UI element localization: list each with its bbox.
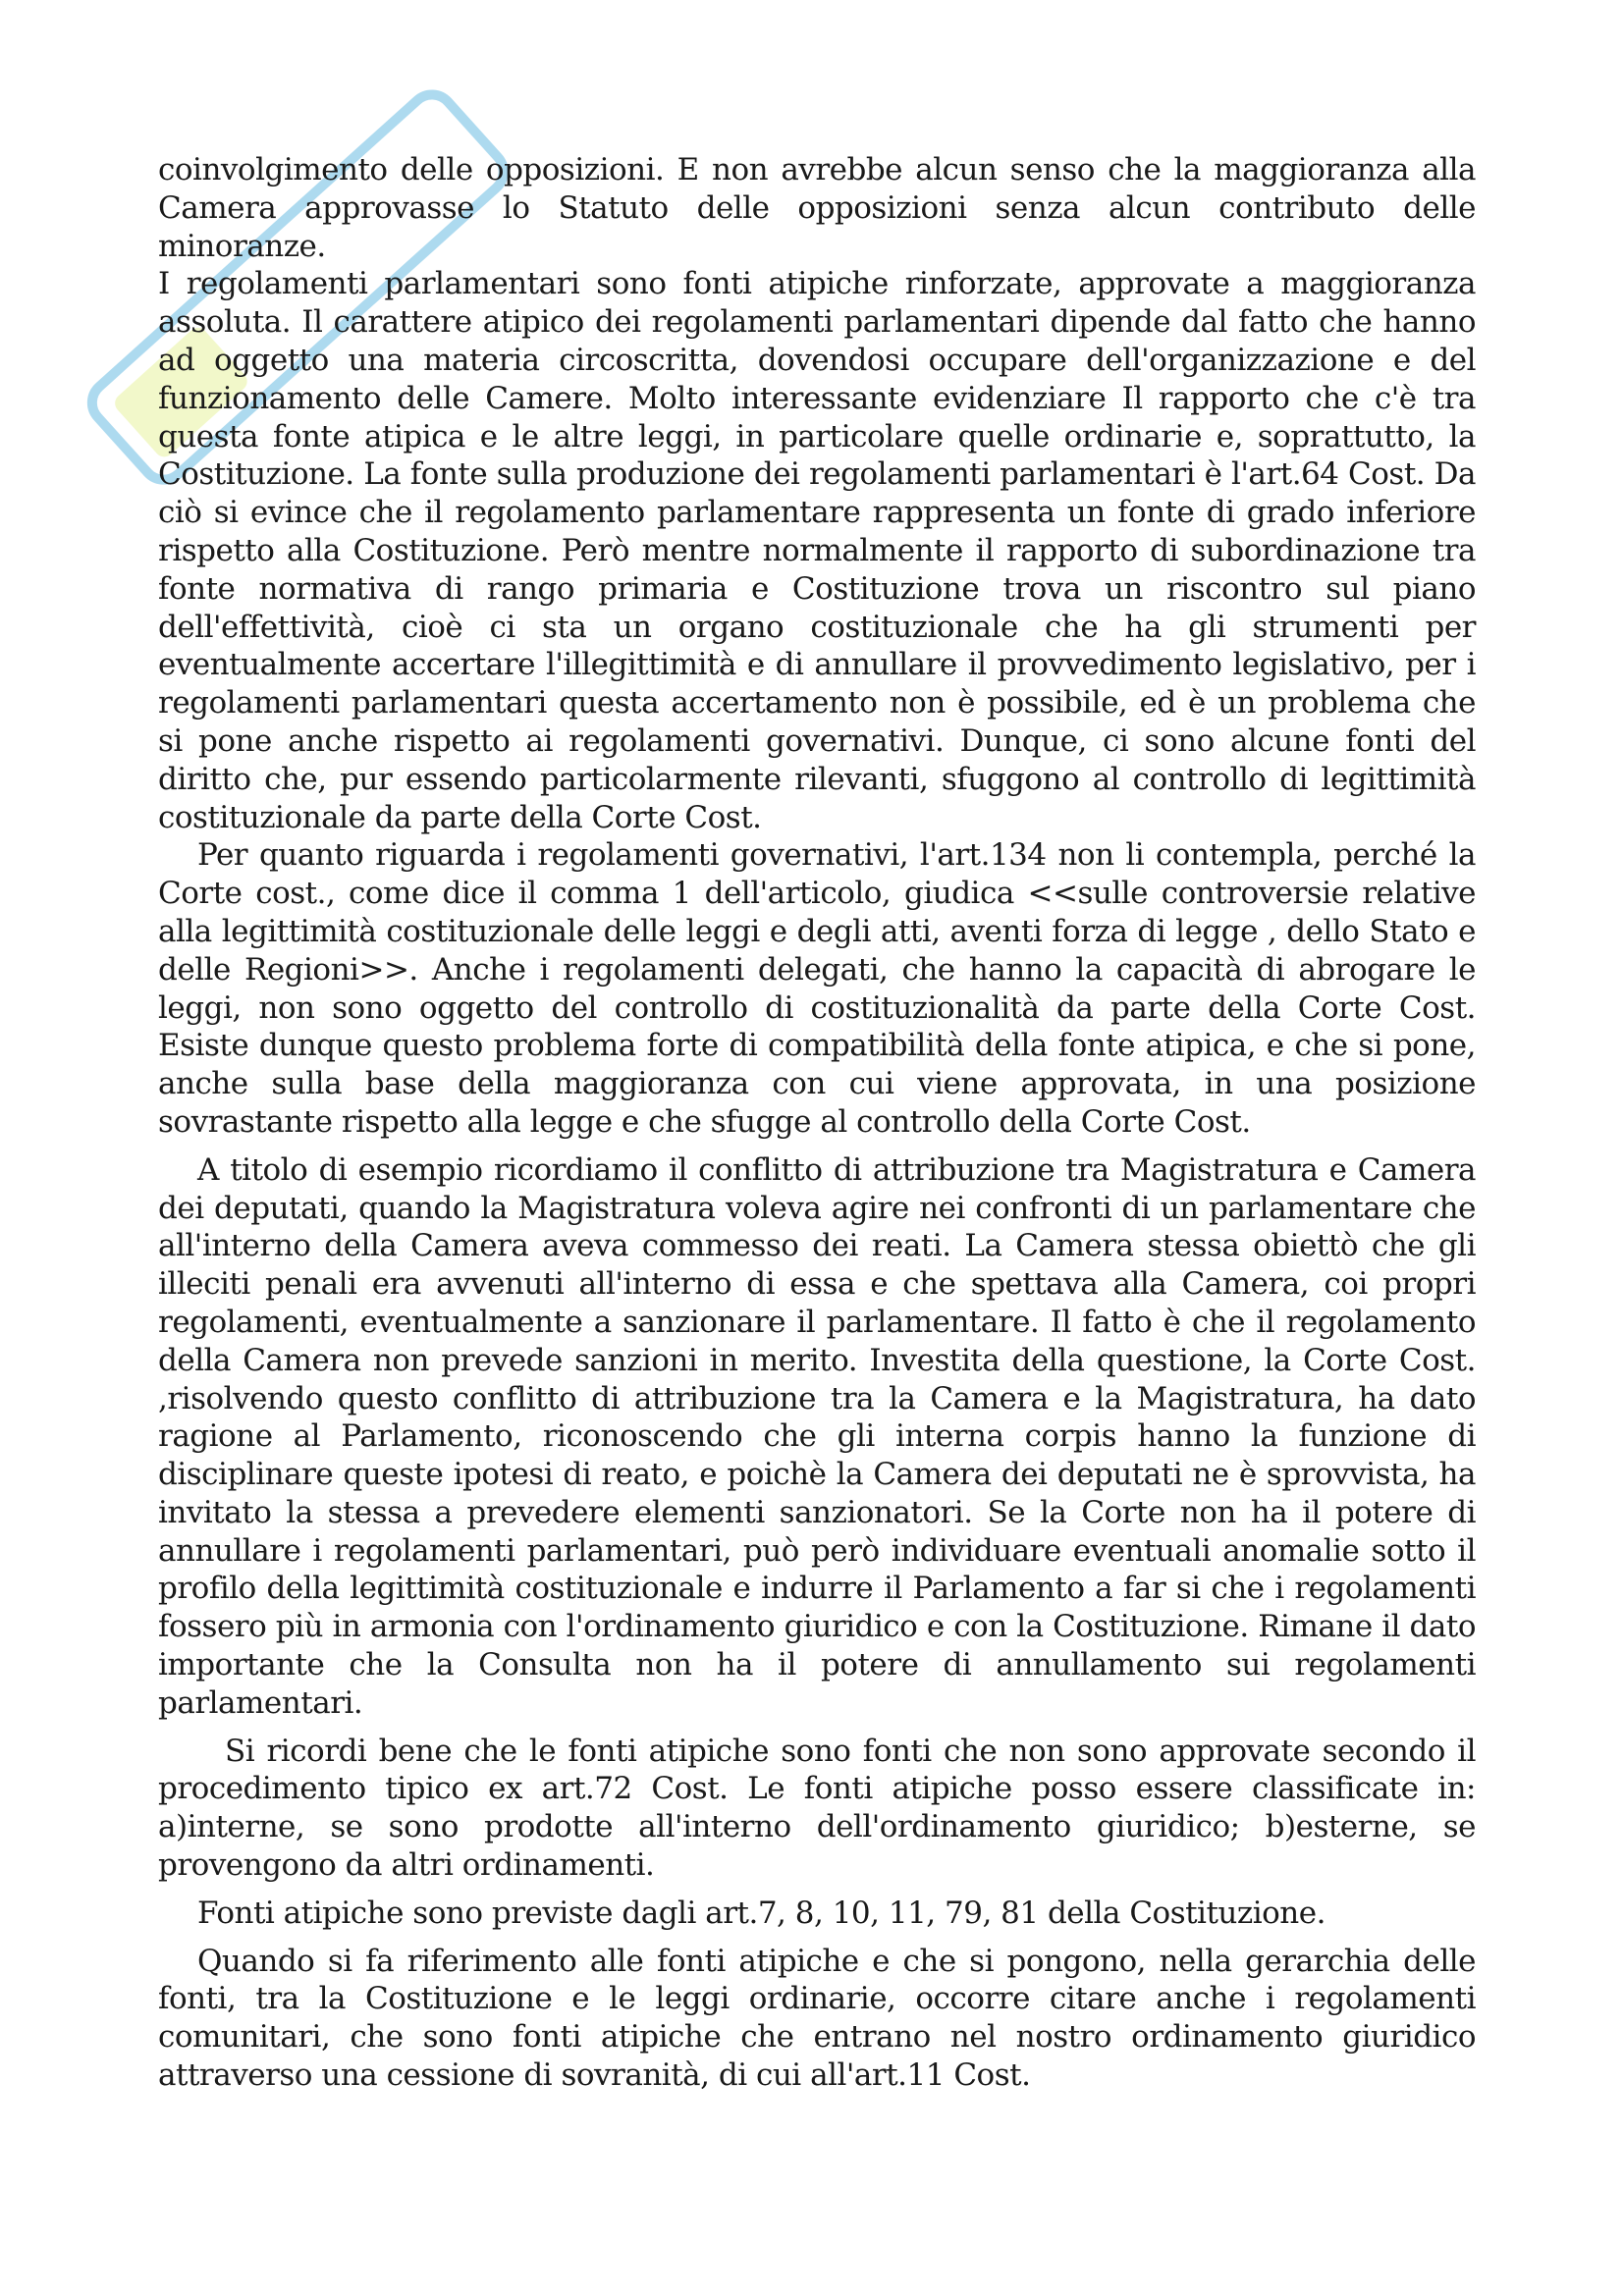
paragraph-2: I regolamenti parlamentari sono fonti atipiche rinforzate, approvate a maggioranza assoluta. Il carattere atipico dei regolamenti parlamentari dipende dal fatto che hanno ad oggetto una materia circoscritta, dovendosi occupare dell'organizzazione e del funzionamento delle Camere. Molto interessante evidenziare Il rapporto che c'è tra questa fonte atipica e le altre leggi, in particolare quelle ordinarie e, soprattutto, la Costituzione. La fonte sulla produzione dei regolamenti parlamentari è l'art.64 Cost. Da ciò si evince che il regolamento parlamentare rappresenta un fonte di grado inferiore rispetto alla Costituzione. Però mentre normalmente il rapporto di subordinazione tra fonte normativa di rango primaria e Costituzione trova un riscontro sul piano dell'effettività, cioè ci sta un organo costituzionale che ha gli strumenti per eventualmente accertare l'illegittimità e di annullare il provvedimento legislativo, per i regolamenti parlamentari questa accertamento non è possibile, ed è un problema che si pone anche rispetto ai regolamenti governativi. Dunque, ci sono alcune fonti del diritto che, pur essendo particolarmente rilevanti, sfuggono al controllo di legittimità costituzionale da parte della Corte Cost. [158, 266, 1476, 835]
document-page [158, 151, 1476, 2095]
paragraph-1: coinvolgimento delle opposizioni. E non avrebbe alcun senso che la maggioranza alla Camera approvasse lo Statuto delle opposizioni senza alcun contributo delle minoranze. [158, 152, 1476, 264]
paragraph-3: Per quanto riguarda i regolamenti governativi, l'art.134 non li contempla, perché la Corte cost., come dice il comma 1 dell'articolo, giudica <<sulle controversie relative alla legittimità costituzionale delle leggi e degli atti, aventi forza di legge , dello Stato e delle Regioni>>. Anche i regolamenti delegati, che hanno la capacità di abrogare le leggi, non sono oggetto del controllo di costituzionalità da parte della Corte Cost. Esiste dunque questo problema forte di compatibilità della fonte atipica, e che si pone, anche sulla base della maggioranza con cui viene approvata, in una posizione sovrastante rispetto alla legge e che sfugge al controllo della Corte Cost. [158, 837, 1476, 1140]
paragraph-5: Si ricordi bene che le fonti atipiche sono fonti che non sono approvate secondo il procedimento tipico ex art.72 Cost. Le fonti atipiche posso essere classificate in: a)interne, se sono prodotte all'interno dell'ordinamento giuridico; b)esterne, se provengono da altri ordinamenti. [158, 1733, 1476, 1884]
paragraph-6: Fonti atipiche sono previste dagli art.7, 8, 10, 11, 79, 81 della Costituzione. [197, 1895, 1325, 1931]
paragraph-7: Quando si fa riferimento alle fonti atipiche e che si pongono, nella gerarchia delle fonti, tra la Costituzione e le leggi ordinarie, occorre citare anche i regolamenti comunitari, che sono fonti atipiche che entrano nel nostro ordinamento giuridico attraverso una cessione di sovranità, di cui all'art.11 Cost. [158, 1943, 1476, 2094]
paragraph-4: A titolo di esempio ricordiamo il conflitto di attribuzione tra Magistratura e Camera dei deputati, quando la Magistratura voleva agire nei confronti di un parlamentare che all'interno della Camera aveva commesso dei reati. La Camera stessa obiettò che gli illeciti penali era avvenuti all'interno di essa e che spettava alla Camera, coi propri regolamenti, eventualmente a sanzionare il parlamentare. Il fatto è che il regolamento della Camera non prevede sanzioni in merito. Investita della questione, la Corte Cost. ,risolvendo questo conflitto di attribuzione tra la Camera e la Magistratura, ha dato ragione al Parlamento, riconoscendo che gli interna corpis hanno la funzione di disciplinare queste ipotesi di reato, e poichè la Camera dei deputati ne è sprovvista, ha invitato la stessa a prevedere elementi sanzionatori. Se la Corte non ha il potere di annullare i regolamenti parlamentari, può però individuare eventuali anomalie sotto il profilo della legittimità costituzionale e indurre il Parlamento a far si che i regolamenti fossero più in armonia con l'ordinamento giuridico e con la Costituzione. Rimane il dato importante che la Consulta non ha il potere di annullamento sui regolamenti parlamentari. [158, 1151, 1476, 1721]
